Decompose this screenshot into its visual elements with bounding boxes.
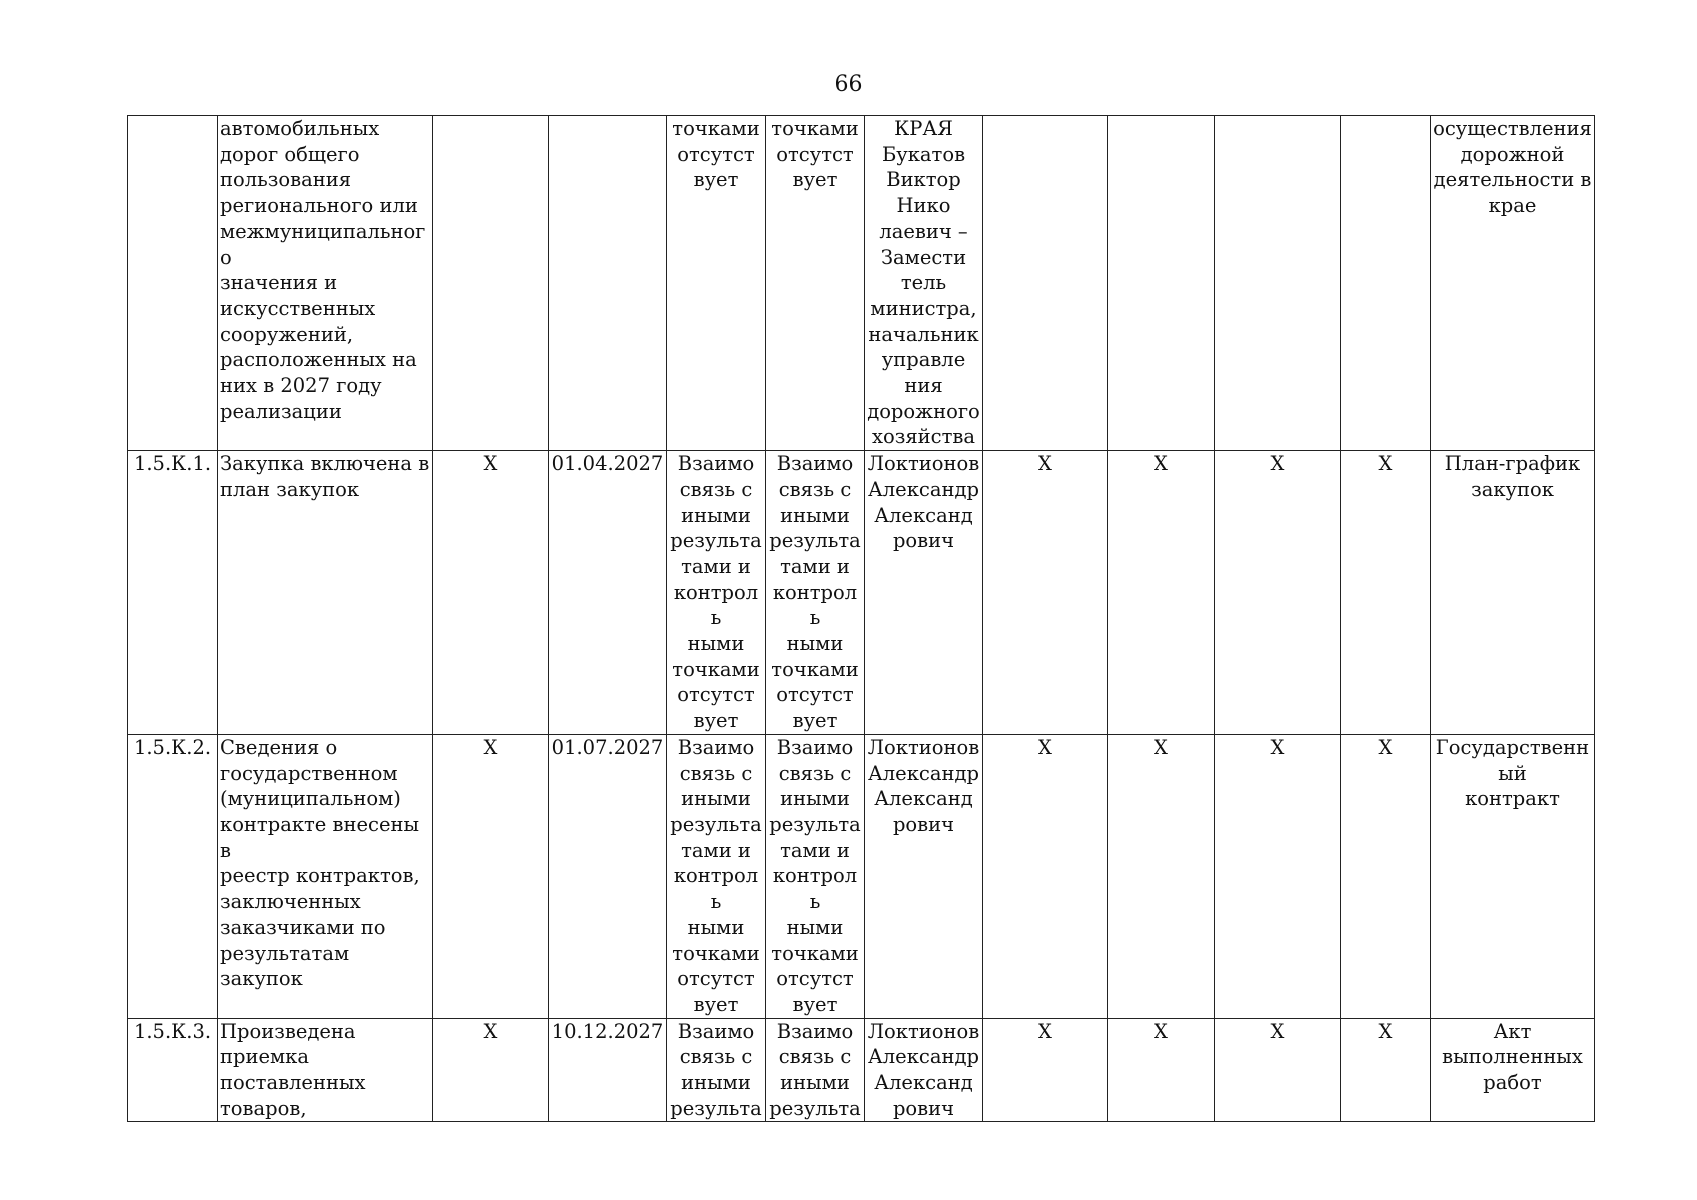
document-type-cell: Акт выполненных работ bbox=[1431, 1018, 1595, 1122]
result-name-cell: Закупка включена в план закупок bbox=[218, 451, 433, 735]
successor-cell: Взаимо связь с иными результа тами и контроль ными точками отсутст вует bbox=[766, 734, 865, 1018]
row-number-cell: 1.5.К.3. bbox=[128, 1018, 218, 1122]
document-table bbox=[127, 115, 1595, 1122]
mark-cell bbox=[1341, 116, 1431, 451]
row-number-cell: 1.5.К.1. bbox=[128, 451, 218, 735]
successor-cell: точками отсутст вует bbox=[766, 116, 865, 451]
responsible-cell: КРАЯ Букатов Виктор Нико лаевич – Замести тель министра, начальник управле ния дорожного хозяйства bbox=[865, 116, 983, 451]
mark-cell: Х bbox=[1341, 734, 1431, 1018]
mark-cell: Х bbox=[1215, 1018, 1341, 1122]
mark-cell: Х bbox=[1215, 451, 1341, 735]
page-number: 66 bbox=[834, 72, 863, 97]
predecessor-cell: Взаимо связь с иными результа bbox=[667, 1018, 766, 1122]
mark-cell: Х bbox=[1108, 1018, 1215, 1122]
document-type-cell: План-график закупок bbox=[1431, 451, 1595, 735]
table-row bbox=[128, 734, 1595, 1018]
mark-cell bbox=[983, 116, 1108, 451]
row-number-cell bbox=[128, 116, 218, 451]
date-cell bbox=[549, 116, 667, 451]
mark-cell bbox=[1108, 116, 1215, 451]
mark-cell: Х bbox=[983, 734, 1108, 1018]
table-row bbox=[128, 116, 1595, 451]
predecessor-cell: точками отсутст вует bbox=[667, 116, 766, 451]
successor-cell: Взаимо связь с иными результа bbox=[766, 1018, 865, 1122]
base-value-cell: Х bbox=[433, 1018, 549, 1122]
table-row bbox=[128, 1018, 1595, 1122]
mark-cell bbox=[1215, 116, 1341, 451]
responsible-cell: Локтионов Александр Александ рович bbox=[865, 1018, 983, 1122]
result-name-cell: автомобильных дорог общего пользования регионального или межмуниципального значения и искусственных сооружений, расположенных на них в 2027 году реализации bbox=[218, 116, 433, 451]
responsible-cell: Локтионов Александр Александ рович bbox=[865, 451, 983, 735]
date-cell: 01.04.2027 bbox=[549, 451, 667, 735]
date-cell: 10.12.2027 bbox=[549, 1018, 667, 1122]
responsible-cell: Локтионов Александр Александ рович bbox=[865, 734, 983, 1018]
predecessor-cell: Взаимо связь с иными результа тами и контроль ными точками отсутст вует bbox=[667, 734, 766, 1018]
base-value-cell bbox=[433, 116, 549, 451]
mark-cell: Х bbox=[1341, 1018, 1431, 1122]
base-value-cell: Х bbox=[433, 451, 549, 735]
mark-cell: Х bbox=[983, 451, 1108, 735]
mark-cell: Х bbox=[983, 1018, 1108, 1122]
mark-cell: Х bbox=[1108, 451, 1215, 735]
predecessor-cell: Взаимо связь с иными результа тами и контроль ными точками отсутст вует bbox=[667, 451, 766, 735]
date-cell: 01.07.2027 bbox=[549, 734, 667, 1018]
row-number-cell: 1.5.К.2. bbox=[128, 734, 218, 1018]
mark-cell: Х bbox=[1341, 451, 1431, 735]
document-type-cell: Государственный контракт bbox=[1431, 734, 1595, 1018]
result-name-cell: Сведения о государственном (муниципальном) контракте внесены в реестр контрактов, заключенных заказчиками по результатам закупок bbox=[218, 734, 433, 1018]
mark-cell: Х bbox=[1108, 734, 1215, 1018]
result-name-cell: Произведена приемка поставленных товаров, bbox=[218, 1018, 433, 1122]
mark-cell: Х bbox=[1215, 734, 1341, 1018]
document-type-cell: осуществления дорожной деятельности в крае bbox=[1431, 116, 1595, 451]
successor-cell: Взаимо связь с иными результа тами и контроль ными точками отсутст вует bbox=[766, 451, 865, 735]
table-row bbox=[128, 451, 1595, 735]
base-value-cell: Х bbox=[433, 734, 549, 1018]
